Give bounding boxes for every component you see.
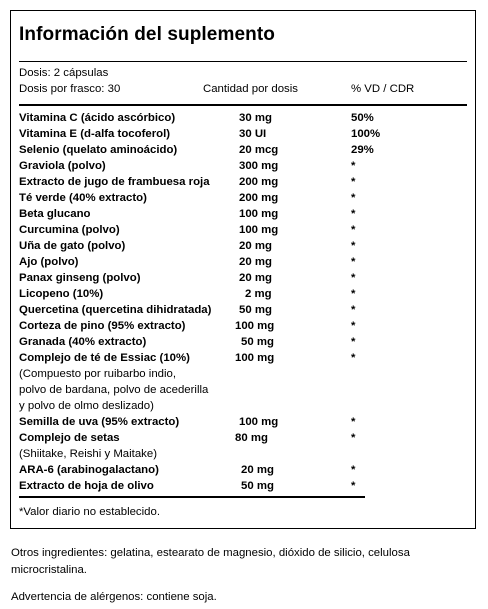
nutrient-amount: 30 UI <box>239 128 267 140</box>
nutrient-dv: * <box>351 224 356 236</box>
nutrient-amount: 100 mg <box>239 416 279 428</box>
nutrient-dv: * <box>351 256 356 268</box>
amount-per-serving-header: Cantidad por dosis <box>203 83 298 95</box>
nutrient-dv: * <box>351 416 356 428</box>
nutrient-amount: 100 mg <box>239 208 279 220</box>
serving-size: Dosis: 2 cápsulas <box>19 67 109 79</box>
nutrient-amount: 200 mg <box>239 176 279 188</box>
nutrient-dv: * <box>351 320 356 332</box>
nutrient-name: Granada (40% extracto) <box>19 336 147 348</box>
nutrient-name: Corteza de pino (95% extracto) <box>19 320 186 332</box>
nutrient-amount: 50 mg <box>241 336 274 348</box>
nutrient-name: Complejo de setas <box>19 432 120 444</box>
nutrient-dv: * <box>351 208 356 220</box>
nutrient-name: Vitamina C (ácido ascórbico) <box>19 112 176 124</box>
nutrient-dv: * <box>351 480 356 492</box>
nutrient-dv: 100% <box>351 128 381 140</box>
nutrient-dv: * <box>351 176 356 188</box>
nutrient-name: Vitamina E (d-alfa tocoferol) <box>19 128 171 140</box>
nutrient-amount: 50 mg <box>239 304 272 316</box>
nutrient-dv: * <box>351 240 356 252</box>
nutrient-dv: 50% <box>351 112 374 124</box>
nutrient-name: Té verde (40% extracto) <box>19 192 147 204</box>
other-ingredients: Otros ingredientes: gelatina, estearato de magnesio, dióxido de silicio, celulosa microcristalina. <box>11 547 410 576</box>
nutrient-name: Selenio (quelato aminoácido) <box>19 144 178 156</box>
panel-title: Información del suplemento <box>19 24 275 45</box>
nutrient-name: Beta glucano <box>19 208 91 220</box>
nutrient-dv: * <box>351 432 356 444</box>
nutrient-amount: 20 mg <box>239 240 272 252</box>
nutrient-name: Extracto de hoja de olivo <box>19 480 154 492</box>
nutrient-dv: * <box>351 336 356 348</box>
nutrient-amount: 20 mg <box>241 464 274 476</box>
table-end-divider <box>19 496 365 498</box>
nutrient-amount: 300 mg <box>239 160 279 172</box>
nutrient-amount: 20 mcg <box>239 144 279 156</box>
allergen-warning: Advertencia de alérgenos: contiene soja. <box>11 591 217 603</box>
nutrient-dv: * <box>351 160 356 172</box>
nutrient-amount: 50 mg <box>241 480 274 492</box>
nutrient-amount: 80 mg <box>235 432 268 444</box>
nutrient-amount: 100 mg <box>239 224 279 236</box>
footnote: *Valor diario no establecido. <box>19 506 160 518</box>
essiac-composition-note: (Compuesto por ruibarbo indio, <box>19 368 177 380</box>
nutrient-name: Uña de gato (polvo) <box>19 240 126 252</box>
essiac-composition-note: y polvo de olmo deslizado) <box>19 400 154 412</box>
nutrient-dv: 29% <box>351 144 374 156</box>
nutrient-amount: 100 mg <box>235 352 275 364</box>
daily-value-header: % VD / CDR <box>351 83 415 95</box>
nutrient-dv: * <box>351 288 356 300</box>
nutrient-dv: * <box>351 272 356 284</box>
nutrient-name: Graviola (polvo) <box>19 160 106 172</box>
nutrient-name: Complejo de té de Essiac (10%) <box>19 352 190 364</box>
nutrient-name: Ajo (polvo) <box>19 256 79 268</box>
nutrient-amount: 20 mg <box>239 272 272 284</box>
supplement-facts-panel <box>10 10 476 529</box>
nutrient-amount: 200 mg <box>239 192 279 204</box>
nutrient-name: Licopeno (10%) <box>19 288 104 300</box>
nutrient-amount: 30 mg <box>239 112 272 124</box>
header-divider <box>19 104 467 106</box>
servings-per-container: Dosis por frasco: 30 <box>19 83 121 95</box>
nutrient-name: Panax ginseng (polvo) <box>19 272 141 284</box>
nutrient-dv: * <box>351 304 356 316</box>
nutrient-amount: 100 mg <box>235 320 275 332</box>
nutrient-name: Semilla de uva (95% extracto) <box>19 416 180 428</box>
nutrient-name: Curcumina (polvo) <box>19 224 120 236</box>
nutrient-dv: * <box>351 352 356 364</box>
nutrient-name: ARA-6 (arabinogalactano) <box>19 464 159 476</box>
mushroom-composition-note: (Shiitake, Reishi y Maitake) <box>19 448 158 460</box>
title-divider <box>19 61 467 62</box>
nutrient-name: Extracto de jugo de frambuesa roja <box>19 176 210 188</box>
nutrient-dv: * <box>351 464 356 476</box>
nutrient-name: Quercetina (quercetina dihidratada) <box>19 304 212 316</box>
nutrient-amount: 20 mg <box>239 256 272 268</box>
essiac-composition-note: polvo de bardana, polvo de acederilla <box>19 384 209 396</box>
nutrient-amount: 2 mg <box>245 288 272 300</box>
nutrient-dv: * <box>351 192 356 204</box>
